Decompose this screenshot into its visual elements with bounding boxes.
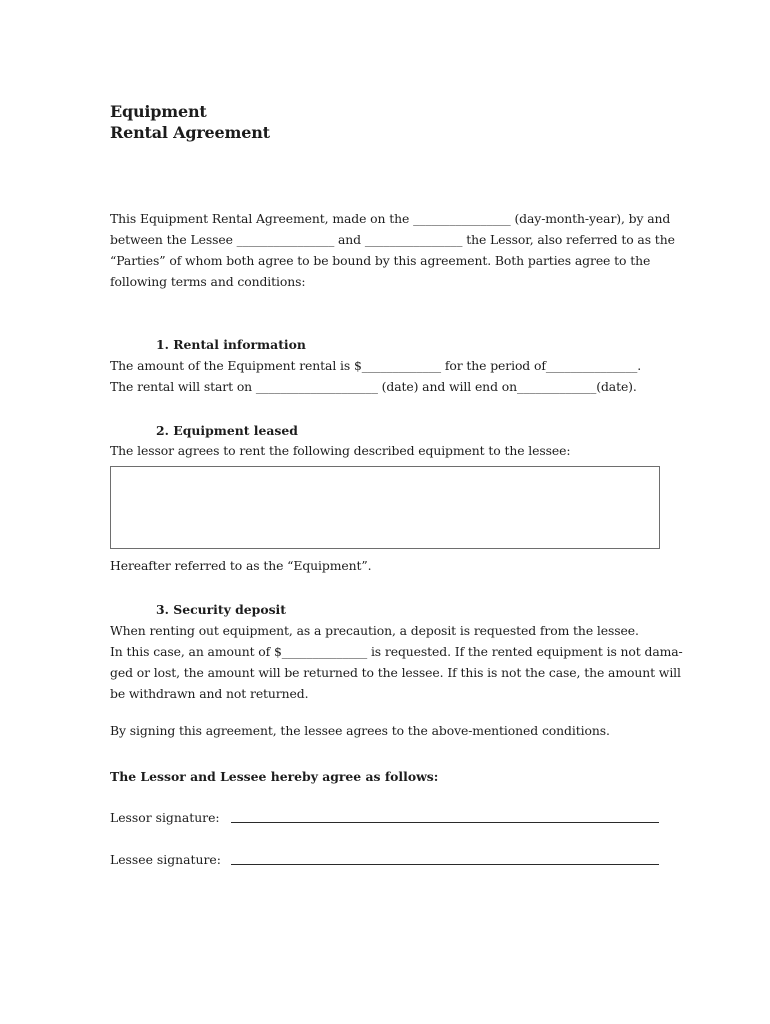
equipment-intro-line: The lessor agrees to rent the following described equipment to the lessee: [110,443,571,458]
lessor-signature-row [110,807,660,828]
closing-line: By signing this agreement, the lessee agrees to the above-mentioned conditions. [110,723,610,738]
section-1-heading: 1. Rental information [156,337,306,352]
lessee-signature-row [110,849,660,870]
deposit-line: ged or lost, the amount will be returned to the lessee. If this is not the case, the amount will [110,665,681,680]
section-2-body [110,440,670,461]
closing-paragraph [110,720,670,741]
lessee-signature-field[interactable] [231,864,659,865]
deposit-line: be withdrawn and not returned. [110,686,309,701]
intro-line: between the Lessee ________________ and ________________ the Lessor, also referred to as the [110,232,675,247]
section-1-body [110,355,670,397]
equipment-description-box[interactable] [110,466,660,549]
lessor-signature-label: Lessor signature: [110,810,220,825]
equipment-hereafter [110,555,670,576]
intro-line: “Parties” of whom both agree to be bound by this agreement. Both parties agree to the [110,253,651,268]
deposit-line: In this case, an amount of $______________ is requested. If the rented equipment is not dama- [110,644,683,659]
title-line-1: Equipment [110,102,207,121]
lessor-signature-field[interactable] [231,822,659,823]
agreement-heading: The Lessor and Lessee hereby agree as follows: [110,769,439,784]
intro-paragraph [110,208,675,292]
section-3-heading: 3. Security deposit [156,602,286,617]
intro-line: following terms and conditions: [110,274,306,289]
equipment-hereafter-line: Hereafter referred to as the “Equipment”. [110,558,372,573]
rental-amount-line: The amount of the Equipment rental is $_____________ for the period of_______________. [110,358,642,373]
section-3-body [110,620,683,704]
lessee-signature-label: Lessee signature: [110,852,221,867]
deposit-line: When renting out equipment, as a precaution, a deposit is requested from the lessee. [110,623,639,638]
intro-line: This Equipment Rental Agreement, made on the ________________ (day-month-year), by and [110,211,671,226]
title-line-2: Rental Agreement [110,123,270,142]
section-2-heading: 2. Equipment leased [156,423,298,438]
document-title [110,101,270,143]
rental-dates-line: The rental will start on ____________________ (date) and will end on_____________(date). [110,379,637,394]
